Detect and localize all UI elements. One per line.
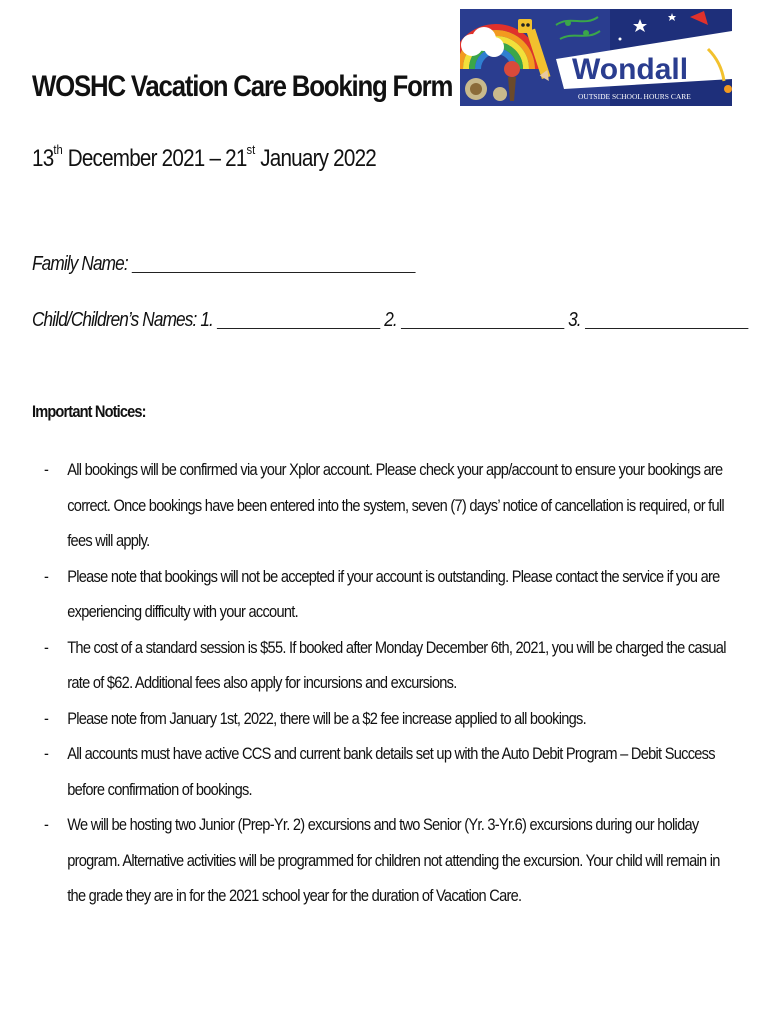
date-range-middle: December 2021 – 21: [62, 145, 247, 172]
notice-item: [44, 736, 732, 807]
notice-text: All accounts must have active CCS and current bank details set up with the Auto Debit Program – Debit Success before confirmation of bookings.: [67, 744, 715, 799]
start-day: 13: [32, 145, 54, 172]
child-2-label: 2.: [384, 309, 397, 331]
bullet-dash: -: [44, 708, 49, 728]
notices-heading: Important Notices:: [32, 402, 146, 421]
bullet-dash: -: [44, 815, 49, 834]
bullet-dash: -: [44, 637, 49, 657]
notice-text: We will be hosting two Junior (Prep-Yr. 2) excursions and two Senior (Yr. 3-Yr.6) excursions during our holiday program. Alternative activities will be programmed for children not attending the excursion. Your child will remain in the grade they are in for the 2021 school year for the duration of Vacation Care.: [67, 815, 720, 905]
notice-item: [44, 701, 732, 737]
page-title: WOSHC Vacation Care Booking Form: [32, 70, 453, 103]
notices-list: [44, 452, 732, 914]
child-3-blank[interactable]: [585, 308, 748, 329]
notice-item: [44, 452, 732, 559]
notice-item: [44, 559, 732, 630]
child-2-blank[interactable]: [401, 308, 564, 329]
family-name-blank[interactable]: [132, 252, 416, 273]
end-day-suffix: st: [246, 142, 256, 157]
logo-tagline: OUTSIDE SCHOOL HOURS CARE: [578, 92, 691, 101]
notice-item: [44, 630, 732, 701]
notice-text: Please note from January 1st, 2022, there will be a $2 fee increase applied to all bookings.: [67, 708, 586, 728]
date-range-end: January 2022: [255, 145, 377, 172]
wondall-logo: [460, 9, 732, 106]
notice-text: All bookings will be confirmed via your Xplor account. Please check your app/account to ensure your bookings are correct. Once bookings have been entered into the system, seven (7) days’ notice of cancellation is required, or full fees will apply.: [67, 460, 724, 550]
logo-name: Wondall: [572, 53, 689, 86]
bullet-dash: -: [44, 566, 49, 586]
children-names-label: Child/Children’s Names: 1.: [32, 309, 213, 331]
child-1-blank[interactable]: [217, 308, 380, 329]
family-name-row: [32, 252, 415, 276]
bullet-dash: -: [44, 460, 49, 479]
logo-artwork: [460, 9, 732, 106]
notice-text: Please note that bookings will not be accepted if your account is outstanding. Please contact the service if you are experiencing difficulty with your account.: [67, 566, 720, 621]
start-day-suffix: th: [53, 142, 63, 157]
child-3-label: 3.: [568, 309, 581, 331]
notice-text: The cost of a standard session is $55. If booked after Monday December 6th, 2021, you will be charged the casual rate of $62. Additional fees also apply for incursions and excursions.: [67, 637, 726, 692]
bullet-dash: -: [44, 744, 49, 763]
family-name-label: Family Name:: [32, 253, 128, 275]
children-names-row: [32, 308, 748, 332]
notice-item: [44, 807, 732, 914]
date-range: [32, 142, 376, 173]
